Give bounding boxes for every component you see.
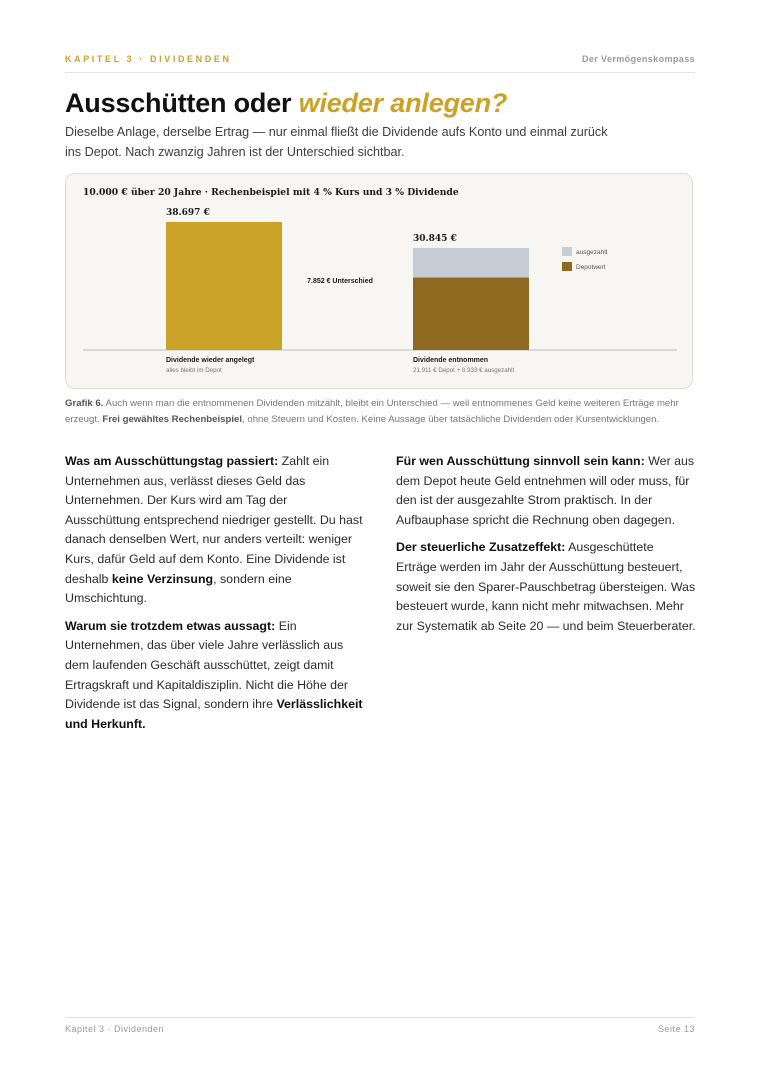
paragraph-fuer-wen	[396, 452, 696, 530]
chart-panel	[65, 173, 693, 389]
paragraph-heading: Für wen Ausschüttung sinnvoll sein kann:	[396, 454, 645, 468]
header-divider	[65, 72, 695, 73]
bar-2-depotwert	[413, 278, 529, 350]
paragraph-text: Ausgeschüttete Erträge werden im Jahr der Ausschüttung besteuert, soweit sie den Sparer-Pauschbetrag übersteigen. Was besteuert wurde, kann nicht mehr mitwachsen. Mehr zur Systematik ab Seite 20 — und beim Steuerberater.	[396, 540, 696, 633]
paragraph-emphasis: Verlässlichkeit und Herkunft.	[65, 697, 363, 731]
bar-total-label: 30.845 €	[413, 233, 457, 244]
difference-label: 7.852 € Unterschied	[307, 278, 373, 285]
running-header-chapter: KAPITEL 3 · DIVIDENDEN	[65, 54, 232, 64]
bar-1-depotwert	[166, 222, 282, 350]
page-title	[65, 88, 507, 119]
paragraph-heading: Warum sie trotzdem etwas aussagt:	[65, 618, 276, 633]
page-title-main: Ausschütten oder	[65, 88, 299, 118]
page-number: Seite 13	[657, 1024, 695, 1034]
bar-2-ausgezahlt	[413, 248, 529, 278]
bar-total-label: 38.697 €	[166, 208, 210, 218]
chart-marks	[166, 208, 608, 374]
category-label: Dividende wieder angelegt	[166, 357, 255, 364]
legend-label: Depotwert	[576, 264, 606, 271]
paragraph-text: Zahlt ein Unternehmen aus, verlässt dieses Geld das Unternehmen. Der Kurs wird am Tag der Ausschüttung entsprechend niedriger gestellt. Du hast danach denselben Wert, nur anders verteilt: weniger Kurs, dafür Geld auf dem Konto. Eine Dividende ist deshalb	[65, 454, 363, 586]
caption-bold: Frei gewähltes Rechenbeispiel	[102, 413, 243, 425]
paragraph-heading: Was am Ausschüttungstag passiert:	[65, 454, 279, 468]
paragraph-text-end: , sondern eine Umschichtung.	[65, 571, 292, 606]
chart-title: 10.000 € über 20 Jahre · Rechenbeispiel mit 4 % Kurs und 3 % Dividende	[83, 187, 459, 198]
category-sublabel: 21.911 € Depot + 8.933 € ausgezahlt	[413, 367, 515, 374]
legend-swatch-ausgezahlt	[562, 247, 572, 256]
caption-text-2: , ohne Steuern und Kosten. Keine Aussage über tatsächliche Dividenden oder Kursentwicklungen.	[242, 413, 660, 425]
paragraph-text: Wer aus dem Depot heute Geld entnehmen will oder muss, für den ist der ausgezahlte Strom praktisch. In der Aufbauphase spricht die Rechnung oben dagegen.	[396, 454, 695, 527]
category-label: Dividende entnommen	[413, 357, 489, 364]
paragraph-text: Ein Unternehmen, das über viele Jahre verlässlich aus dem laufenden Geschäft ausschüttet, zeigt damit Ertragskraft und Kapitaldisziplin. Nicht die Höhe der Dividende ist das Signal, sondern ihre	[65, 618, 349, 712]
paragraph-ausschuettungstag	[65, 452, 365, 609]
legend-swatch-depotwert	[562, 262, 572, 271]
caption-label: Grafik 6.	[65, 398, 104, 409]
legend-label: ausgezahlt	[576, 249, 608, 256]
bar-chart	[66, 174, 694, 390]
category-sublabel: alles bleibt im Depot	[166, 367, 222, 374]
paragraph-heading: Der steuerliche Zusatzeffekt:	[396, 540, 566, 555]
footer-chapter: Kapitel 3 · Dividenden	[65, 1024, 165, 1034]
running-header-book-title: Der Vermögenskompass	[581, 54, 695, 64]
paragraph-signal	[65, 617, 365, 735]
lead-paragraph: Dieselbe Anlage, derselbe Ertrag — nur einmal fließt die Dividende aufs Konto und einmal zurück ins Depot. Nach zwanzig Jahren ist der Unterschied sichtbar.	[65, 125, 608, 159]
caption-text-1: Auch wenn man die entnommenen Dividenden mitzählt, bleibt ein Unterschied — weil entnommenes Geld keine weiteren Erträge mehr erzeugt.	[65, 398, 679, 425]
text-column-left	[65, 452, 365, 742]
footer-divider	[65, 1017, 695, 1018]
paragraph-emphasis: keine Verzinsung	[111, 571, 214, 586]
figure-caption	[65, 396, 695, 427]
paragraph-steuer	[396, 538, 696, 636]
page-title-accent: wieder anlegen?	[298, 88, 508, 118]
text-column-right	[396, 452, 696, 644]
